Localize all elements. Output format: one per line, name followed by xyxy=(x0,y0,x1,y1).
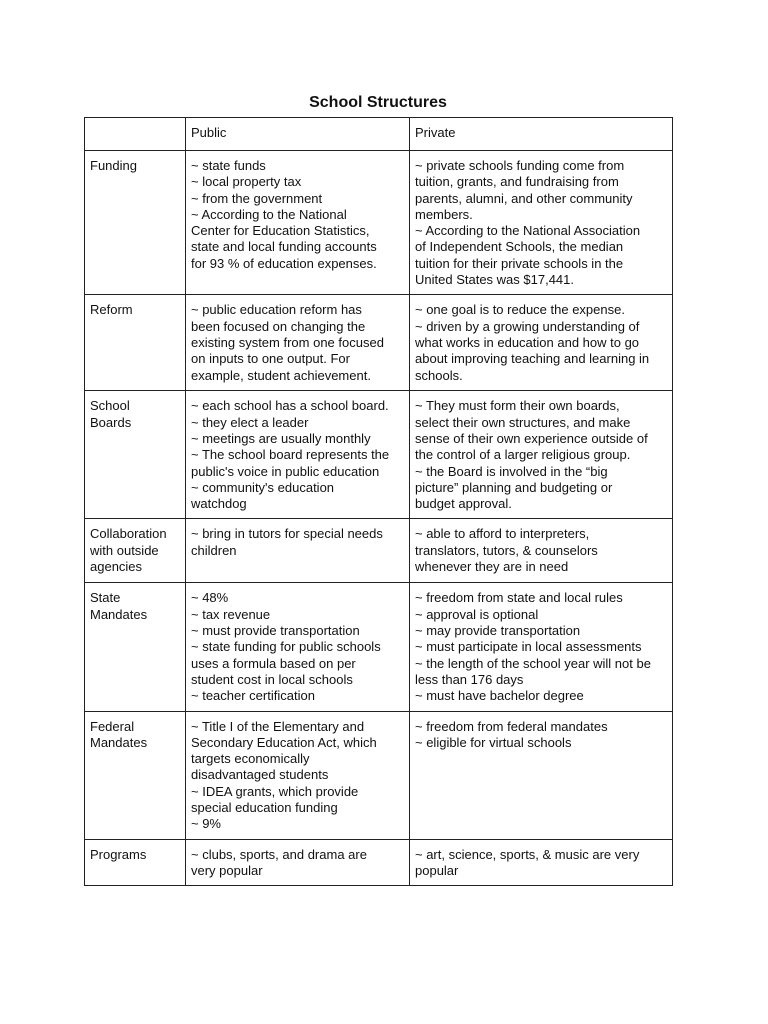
document-title: School Structures xyxy=(309,94,447,111)
cell-line: whenever they are in need xyxy=(415,559,569,575)
cell-line: ~ local property tax xyxy=(191,174,302,190)
cell-line: less than 176 days xyxy=(415,671,524,687)
cell-line: ~ 9% xyxy=(191,816,221,832)
header-cell-empty xyxy=(85,118,186,151)
category-label: Collaboration xyxy=(90,526,167,542)
category-cell xyxy=(85,711,186,839)
category-label: agencies xyxy=(90,559,143,575)
private-cell xyxy=(410,583,673,711)
cell-line: public's voice in public education xyxy=(191,463,380,479)
cell-line: select their own structures, and make xyxy=(415,414,631,430)
cell-line: ~ 48% xyxy=(191,590,229,606)
private-cell xyxy=(410,839,673,886)
category-label: Funding xyxy=(90,158,137,173)
category-cell xyxy=(85,583,186,711)
category-label: Federal xyxy=(90,718,135,734)
private-cell xyxy=(410,519,673,583)
public-cell xyxy=(186,391,410,519)
category-label: Mandates xyxy=(90,734,148,750)
category-cell xyxy=(85,151,186,295)
cell-line: tuition for their private schools in the xyxy=(415,255,624,271)
cell-line: Secondary Education Act, which xyxy=(191,734,377,750)
cell-line: ~ must have bachelor degree xyxy=(415,688,584,704)
cell-line: been focused on changing the xyxy=(191,318,366,334)
cell-line: schools. xyxy=(415,367,463,383)
cell-line: ~ may provide transportation xyxy=(415,623,581,639)
cell-line: tuition, grants, and fundraising from xyxy=(415,174,619,190)
cell-line: ~ Title I of the Elementary and xyxy=(191,718,365,734)
public-cell xyxy=(186,295,410,391)
category-cell xyxy=(85,519,186,583)
cell-line: ~ meetings are usually monthly xyxy=(191,430,371,446)
cell-line: uses a formula based on per xyxy=(191,655,356,671)
header-cell-private: Private xyxy=(410,118,673,151)
cell-line: very popular xyxy=(191,862,263,878)
category-cell xyxy=(85,391,186,519)
cell-line: on inputs to one output. For xyxy=(191,351,350,367)
category-label: with outside xyxy=(90,542,159,558)
cell-line: ~ They must form their own boards, xyxy=(415,398,620,414)
cell-line: ~ clubs, sports, and drama are xyxy=(191,846,367,862)
cell-line: ~ private schools funding come from xyxy=(415,158,625,173)
cell-line: example, student achievement. xyxy=(191,367,371,383)
cell-line: ~ eligible for virtual schools xyxy=(415,734,572,750)
cell-line: existing system from one focused xyxy=(191,334,384,350)
cell-line: ~ state funds xyxy=(191,158,266,173)
cell-line: ~ able to afford to interpreters, xyxy=(415,526,590,542)
private-cell xyxy=(410,295,673,391)
cell-line: for 93 % of education expenses. xyxy=(191,255,377,271)
category-label: Mandates xyxy=(90,606,148,622)
cell-line: ~ art, science, sports, & music are very xyxy=(415,846,640,862)
category-label: Reform xyxy=(90,302,133,318)
cell-line: popular xyxy=(415,862,459,878)
cell-line: Center for Education Statistics, xyxy=(191,223,370,239)
cell-line: children xyxy=(191,542,237,558)
cell-line: targets economically xyxy=(191,751,310,767)
category-label: Boards xyxy=(90,414,132,430)
cell-line: state and local funding accounts xyxy=(191,239,377,255)
cell-line: the control of a larger religious group. xyxy=(415,447,631,463)
cell-line: ~ the length of the school year will not be xyxy=(415,655,651,671)
public-cell xyxy=(186,839,410,886)
cell-line: ~ freedom from state and local rules xyxy=(415,590,623,606)
school-structures-table xyxy=(84,117,673,886)
table-row-reform xyxy=(85,295,673,391)
cell-line: ~ approval is optional xyxy=(415,606,539,622)
cell-line: ~ The school board represents the xyxy=(191,447,390,463)
cell-line: ~ must participate in local assessments xyxy=(415,639,642,655)
cell-line: about improving teaching and learning in xyxy=(415,351,650,367)
category-cell xyxy=(85,839,186,886)
cell-line: what works in education and how to go xyxy=(415,334,640,350)
category-label: Programs xyxy=(90,846,147,862)
cell-line: ~ must provide transportation xyxy=(191,623,360,639)
private-cell xyxy=(410,151,673,295)
cell-line: parents, alumni, and other community xyxy=(415,190,633,206)
cell-line: ~ freedom from federal mandates xyxy=(415,718,608,734)
cell-line: ~ one goal is to reduce the expense. xyxy=(415,302,625,318)
table-row-federal-mandates xyxy=(85,711,673,839)
private-cell xyxy=(410,711,673,839)
cell-line: budget approval. xyxy=(415,496,512,512)
private-cell xyxy=(410,391,673,519)
public-cell xyxy=(186,151,410,295)
table-row-programs xyxy=(85,839,673,886)
cell-line: ~ teacher certification xyxy=(191,688,315,704)
cell-line: ~ According to the National Association xyxy=(415,223,641,239)
category-label: State xyxy=(90,590,121,606)
category-label: School xyxy=(90,398,130,414)
table-row-collaboration xyxy=(85,519,673,583)
cell-line: United States was $17,441. xyxy=(415,272,574,288)
table-row-school-boards xyxy=(85,391,673,519)
public-cell xyxy=(186,583,410,711)
cell-line: student cost in local schools xyxy=(191,671,353,687)
cell-line: ~ each school has a school board. xyxy=(191,398,389,414)
cell-line: ~ According to the National xyxy=(191,206,347,222)
header-cell-public: Public xyxy=(186,118,410,151)
cell-line: ~ bring in tutors for special needs xyxy=(191,526,383,542)
public-cell xyxy=(186,519,410,583)
cell-line: disadvantaged students xyxy=(191,767,329,783)
cell-line: picture” planning and budgeting or xyxy=(415,479,613,495)
header-row xyxy=(85,118,673,151)
cell-line: ~ public education reform has xyxy=(191,302,362,318)
category-cell xyxy=(85,295,186,391)
cell-line: watchdog xyxy=(191,496,247,512)
cell-line: members. xyxy=(415,206,473,222)
cell-line: ~ community's education xyxy=(191,479,335,495)
cell-line: ~ driven by a growing understanding of xyxy=(415,318,640,334)
cell-line: ~ they elect a leader xyxy=(191,414,309,430)
cell-line: special education funding xyxy=(191,800,338,816)
cell-line: sense of their own experience outside of xyxy=(415,430,648,446)
cell-line: ~ the Board is involved in the “big xyxy=(415,463,608,479)
table-row-funding xyxy=(85,151,673,295)
cell-line: translators, tutors, & counselors xyxy=(415,542,598,558)
cell-line: ~ tax revenue xyxy=(191,606,271,622)
cell-line: ~ IDEA grants, which provide xyxy=(191,783,359,799)
cell-line: ~ state funding for public schools xyxy=(191,639,381,655)
public-cell xyxy=(186,711,410,839)
table-row-state-mandates xyxy=(85,583,673,711)
cell-line: ~ from the government xyxy=(191,190,323,206)
cell-line: of Independent Schools, the median xyxy=(415,239,624,255)
